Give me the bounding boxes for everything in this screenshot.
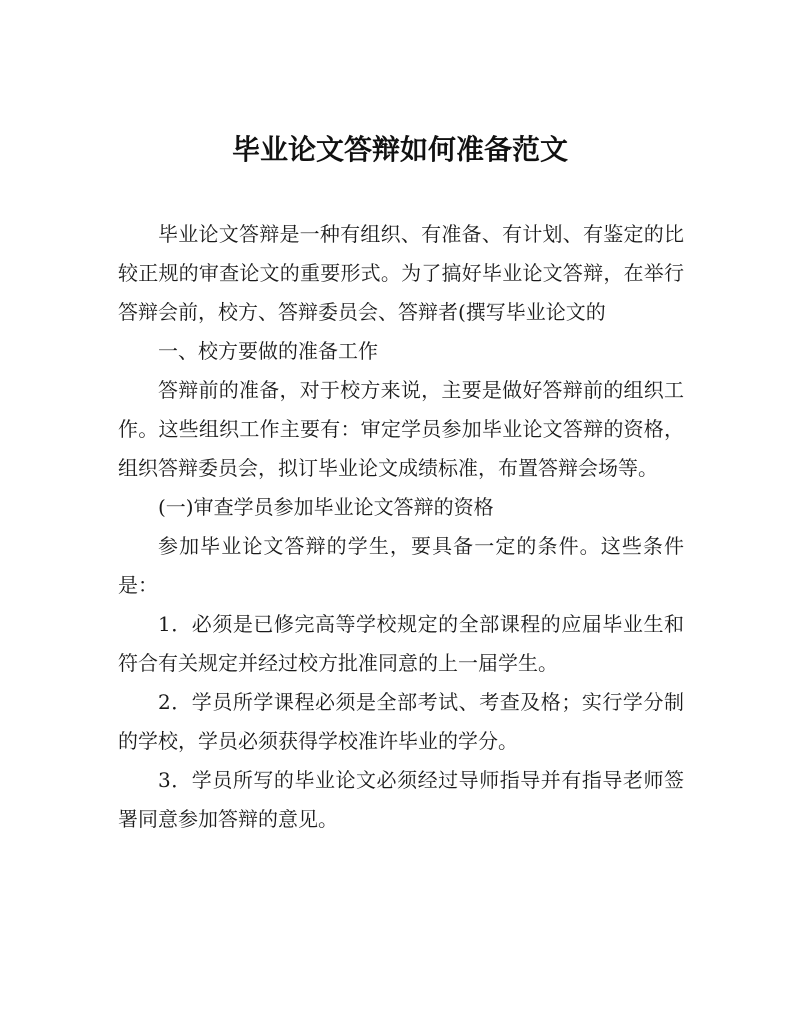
list-item-condition-1: 1．必须是已修完高等学校规定的全部课程的应届毕业生和符合有关规定并经过校方批准同意的上一届学生。 — [118, 612, 684, 675]
paragraph-school-preparation: 答辩前的准备，对于校方来说，主要是做好答辩前的组织工作。这些组织工作主要有：审定学员参加毕业论文答辩的资格，组织答辩委员会，拟订毕业论文成绩标准，布置答辩会场等。 — [118, 378, 684, 480]
document-body — [118, 215, 684, 839]
section-heading-school-preparation: 一、校方要做的准备工作 — [158, 339, 378, 363]
paragraph-intro: 毕业论文答辩是一种有组织、有准备、有计划、有鉴定的比较正规的审查论文的重要形式。为了搞好毕业论文答辩，在举行答辩会前，校方、答辩委员会、答辩者(撰写毕业论文的 — [118, 222, 684, 324]
paragraph-qualification-intro: 参加毕业论文答辩的学生，要具备一定的条件。这些条件是： — [118, 534, 684, 597]
list-item-condition-2: 2．学员所学课程必须是全部考试、考查及格；实行学分制的学校，学员必须获得学校准许毕业的学分。 — [118, 690, 684, 753]
document-title: 毕业论文答辩如何准备范文 — [231, 133, 568, 166]
list-item-condition-3: 3．学员所写的毕业论文必须经过导师指导并有指导老师签署同意参加答辩的意见。 — [118, 768, 684, 831]
subsection-heading-qualification: (一)审查学员参加毕业论文答辩的资格 — [158, 495, 494, 519]
